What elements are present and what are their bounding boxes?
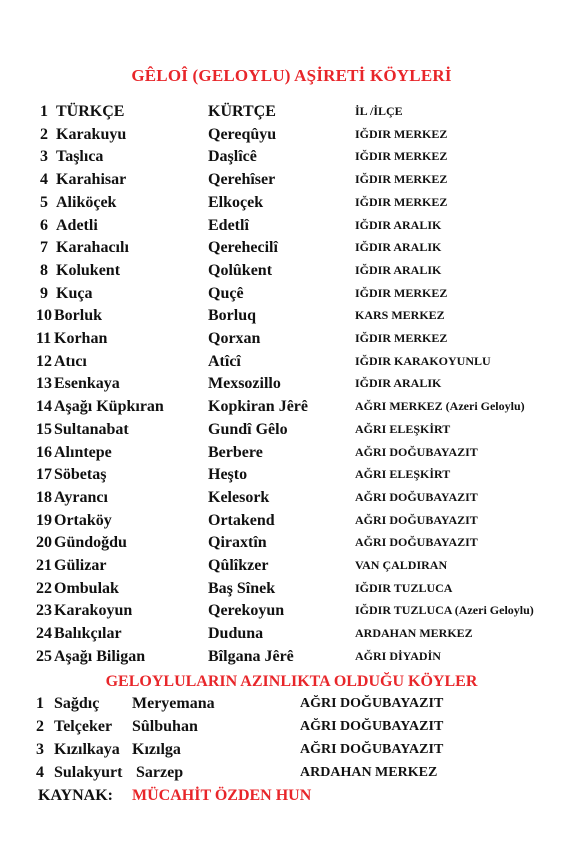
source-line <box>38 787 312 805</box>
kurdish-name: Bîlgana Jêrê <box>208 647 294 665</box>
table-row <box>0 444 583 466</box>
turkish-name: Karahisar <box>56 171 127 189</box>
province-district: AĞRI DOĞUBAYAZIT <box>355 512 478 527</box>
table-row <box>0 217 583 239</box>
row-number: 11 <box>36 330 52 347</box>
turkish-name: Sağdıç <box>54 695 100 712</box>
row-number: 22 <box>36 579 52 597</box>
row-number: 10 <box>36 307 52 325</box>
table-row <box>0 718 583 740</box>
source-name: MÜCAHİT ÖZDEN HUN <box>132 787 312 804</box>
turkish-name: Kızılkaya <box>54 741 120 758</box>
province-district: AĞRI DOĞUBAYAZIT <box>300 742 444 757</box>
minority-section-title: GELOYLULARIN AZINLIKTA OLDUĞU KÖYLER <box>105 673 478 690</box>
kurdish-name: Qiraxtîn <box>208 534 267 552</box>
table-row <box>0 353 583 375</box>
kurdish-name: Sûlbuhan <box>132 718 198 735</box>
turkish-name: Karakoyun <box>54 602 133 620</box>
table-row <box>0 285 583 307</box>
row-number: 1 <box>40 103 48 120</box>
province-district: VAN ÇALDIRAN <box>355 558 448 572</box>
page-title: GÊLOÎ (GELOYLU) AŞİRETİ KÖYLERİ <box>131 66 452 85</box>
turkish-name: Telçeker <box>54 718 113 735</box>
turkish-name: Kuça <box>56 284 93 302</box>
table-row <box>0 330 583 352</box>
row-number: 19 <box>36 511 52 529</box>
kurdish-name: Edetlî <box>208 216 249 234</box>
table-header-row <box>0 103 583 125</box>
table-row <box>0 489 583 511</box>
province-district: IĞDIR MERKEZ <box>355 285 448 300</box>
row-number: 6 <box>40 216 48 234</box>
table-row <box>0 171 583 193</box>
turkish-name: Gülizar <box>54 557 107 574</box>
turkish-name: TÜRKÇE <box>56 103 125 120</box>
kurdish-name: Quçê <box>208 284 244 302</box>
kurdish-name: Qerehecilî <box>208 239 278 257</box>
province-district: ARDAHAN MERKEZ <box>300 765 438 780</box>
province-district: IĞDIR ARALIK <box>355 262 442 277</box>
table-row <box>0 262 583 284</box>
turkish-name: Aşağı Biligan <box>54 647 146 665</box>
province-district: IĞDIR ARALIK <box>355 217 442 232</box>
row-number: 18 <box>36 488 52 506</box>
province-district: IĞDIR ARALIK <box>355 240 442 255</box>
row-number: 3 <box>36 741 44 758</box>
row-number: 8 <box>40 261 48 279</box>
kurdish-name: Borluq <box>208 307 257 325</box>
kurdish-name: Daşlîcê <box>208 148 257 166</box>
table-row <box>0 580 583 602</box>
row-number: 21 <box>36 557 52 574</box>
kurdish-name: Heşto <box>208 466 248 484</box>
row-number: 16 <box>36 443 52 461</box>
row-number: 20 <box>36 534 52 552</box>
row-number: 7 <box>40 239 48 257</box>
kurdish-name: Qereqûyu <box>208 125 277 143</box>
province-district: IĞDIR MERKEZ <box>355 172 448 187</box>
row-number: 23 <box>36 602 52 620</box>
kurdish-name: Meryemana <box>132 695 215 712</box>
turkish-name: Karahacılı <box>56 239 129 257</box>
turkish-name: Gündoğdu <box>54 534 127 552</box>
row-number: 12 <box>36 352 52 370</box>
turkish-name: Borluk <box>54 307 103 325</box>
kurdish-name: Kopkiran Jêrê <box>208 398 308 416</box>
province-district: ARDAHAN MERKEZ <box>355 626 473 641</box>
row-number: 24 <box>36 625 52 643</box>
province-district: IĞDIR TUZLUCA <box>355 580 453 595</box>
turkish-name: Söbetaş <box>54 466 107 484</box>
province-district: AĞRI DOĞUBAYAZIT <box>300 696 444 711</box>
row-number: 25 <box>36 647 52 665</box>
table-row <box>0 764 583 786</box>
province-district: IĞDIR MERKEZ <box>355 331 448 345</box>
province-district: AĞRI DOĞUBAYAZIT <box>355 489 478 504</box>
province-district: IĞDIR MERKEZ <box>355 149 448 164</box>
turkish-name: Alıntepe <box>54 443 112 461</box>
province-district: AĞRI ELEŞKİRT <box>355 421 451 436</box>
table-row <box>0 307 583 329</box>
turkish-name: Balıkçılar <box>54 625 122 643</box>
table-row <box>0 398 583 420</box>
table-row <box>0 239 583 261</box>
province-district: KARS MERKEZ <box>355 308 445 323</box>
kurdish-name: KÜRTÇE <box>208 103 276 120</box>
table-row <box>0 466 583 488</box>
turkish-name: Esenkaya <box>54 375 120 393</box>
province-district: İL /İLÇE <box>355 104 403 118</box>
province-district: IĞDIR TUZLUCA (Azeri Geloylu) <box>355 603 534 618</box>
table-row <box>0 648 583 670</box>
kurdish-name: Atîcî <box>208 352 241 370</box>
table-row <box>0 625 583 647</box>
kurdish-name: Qerehîser <box>208 171 276 189</box>
turkish-name: Aşağı Küpkıran <box>54 398 164 416</box>
row-number: 5 <box>40 193 48 211</box>
turkish-name: Korhan <box>54 330 108 347</box>
kurdish-name: Qorxan <box>208 330 261 347</box>
turkish-name: Taşlıca <box>56 148 104 166</box>
turkish-name: Aliköçek <box>56 193 117 211</box>
row-number: 3 <box>40 148 48 166</box>
kurdish-name: Mexsozillo <box>208 375 281 393</box>
table-row <box>0 741 583 763</box>
row-number: 2 <box>40 125 48 143</box>
table-row <box>0 602 583 624</box>
table-row <box>0 148 583 170</box>
table-row <box>0 126 583 148</box>
table-row <box>0 557 583 579</box>
province-district: AĞRI ELEŞKİRT <box>355 467 451 482</box>
kurdish-name: Gundî Gêlo <box>208 420 288 438</box>
province-district: AĞRI DOĞUBAYAZIT <box>355 535 478 550</box>
row-number: 4 <box>36 764 44 781</box>
row-number: 15 <box>36 420 52 438</box>
province-district: AĞRI DOĞUBAYAZIT <box>300 719 444 734</box>
turkish-name: Sulakyurt <box>54 764 123 781</box>
province-district: IĞDIR ARALIK <box>355 376 442 391</box>
turkish-name: Adetli <box>56 216 98 234</box>
kurdish-name: Qolûkent <box>208 261 273 279</box>
table-row <box>0 375 583 397</box>
kurdish-name: Ortakend <box>208 511 275 529</box>
row-number: 13 <box>36 375 52 393</box>
table-row <box>0 512 583 534</box>
row-number: 4 <box>40 171 48 189</box>
row-number: 9 <box>40 284 48 302</box>
turkish-name: Karakuyu <box>56 125 127 143</box>
province-district: AĞRI DOĞUBAYAZIT <box>355 444 478 459</box>
kurdish-name: Sarzep <box>136 764 184 781</box>
row-number: 14 <box>36 398 52 416</box>
turkish-name: Kolukent <box>56 261 121 279</box>
kurdish-name: Kelesork <box>208 488 270 506</box>
turkish-name: Sultanabat <box>54 420 129 438</box>
kurdish-name: Duduna <box>208 625 264 643</box>
table-row <box>0 695 583 717</box>
row-number: 1 <box>36 695 44 712</box>
kurdish-name: Kızılga <box>132 741 181 758</box>
kurdish-name: Elkoçek <box>208 193 264 211</box>
table-row <box>0 421 583 443</box>
province-district: IĞDIR KARAKOYUNLU <box>355 353 491 368</box>
kurdish-name: Qûlîkzer <box>208 557 269 574</box>
row-number: 2 <box>36 718 44 735</box>
turkish-name: Ortaköy <box>54 511 112 529</box>
kurdish-name: Qerekoyun <box>208 602 285 620</box>
table-row <box>0 534 583 556</box>
table-row <box>0 194 583 216</box>
province-district: AĞRI MERKEZ (Azeri Geloylu) <box>355 399 525 414</box>
turkish-name: Atıcı <box>54 352 87 370</box>
turkish-name: Ayrancı <box>54 488 108 506</box>
province-district: IĞDIR MERKEZ <box>355 194 448 209</box>
province-district: AĞRI DİYADİN <box>355 648 441 663</box>
kurdish-name: Berbere <box>208 443 263 461</box>
source-label: KAYNAK: <box>38 787 113 804</box>
row-number: 17 <box>36 466 52 484</box>
kurdish-name: Baş Sînek <box>208 579 276 597</box>
turkish-name: Ombulak <box>54 579 119 597</box>
province-district: IĞDIR MERKEZ <box>355 126 448 141</box>
